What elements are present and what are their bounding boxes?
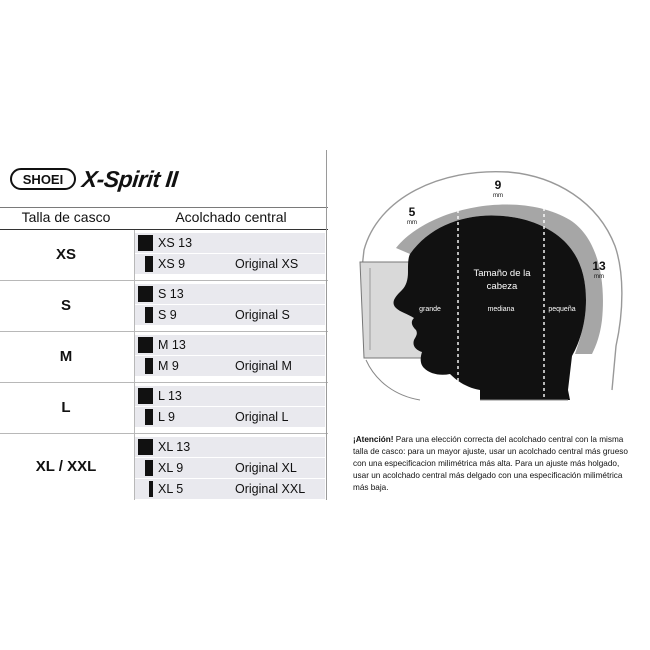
- pad-original: Original XL: [235, 461, 297, 475]
- pad-row: [135, 356, 325, 377]
- pad-name: XS 9: [158, 257, 186, 271]
- size-table: [0, 150, 328, 500]
- pad-row: [135, 284, 325, 305]
- pad-name: XL 9: [158, 461, 184, 475]
- pad-thickness-bar: [138, 439, 153, 455]
- pad-name: XL 5: [158, 482, 184, 496]
- zone-small-label: pequeña: [548, 306, 576, 313]
- size-label: M: [59, 348, 73, 365]
- pad-thickness-bar: [138, 286, 153, 302]
- pad-row: [135, 386, 325, 407]
- size-label: S: [60, 297, 71, 314]
- pad-row: [135, 254, 325, 275]
- model-name: X-Spirit II: [80, 166, 179, 192]
- thickness-top-value: 9: [494, 178, 502, 192]
- pad-name: XS 13: [158, 236, 193, 250]
- fit-note: [353, 434, 635, 494]
- size-row-l: [0, 383, 328, 434]
- pad-thickness-bar: [145, 358, 153, 374]
- pad-thickness-bar: [145, 460, 153, 476]
- pad-thickness-bar: [138, 337, 153, 353]
- note-title: ¡Atención!: [353, 435, 394, 444]
- shoei-logo-text: SHOEI: [22, 172, 64, 187]
- size-label: L: [61, 399, 71, 416]
- pad-original: Original S: [235, 308, 290, 322]
- pad-name: L 9: [158, 410, 175, 424]
- pad-row: [135, 305, 325, 326]
- brand-row: [0, 150, 328, 208]
- zone-medium-label: mediana: [487, 306, 515, 313]
- thickness-front-value: 5: [408, 205, 416, 219]
- pad-name: M 13: [158, 338, 186, 352]
- pad-row: [135, 407, 325, 428]
- column-divider: [326, 150, 327, 500]
- thickness-front-unit: mm: [407, 220, 417, 226]
- thickness-back-unit: mm: [594, 274, 604, 280]
- pad-row: [135, 233, 325, 254]
- pad-original: Original L: [235, 410, 289, 424]
- pad-original: Original XS: [235, 257, 299, 271]
- head-size-label-line1: Tamaño de la: [473, 268, 531, 279]
- size-label: XL / XXL: [35, 458, 97, 475]
- size-label: XS: [55, 246, 76, 263]
- pad-list: [134, 434, 328, 500]
- note-body: Para una elección correcta del acolchado central con la misma talla de casco: para un mayor ajuste, usar un acolchado central más grueso con una especificacion milimétrica más alta. Para un ajuste más holgado, usar un acolchado central más delgado con una especificación milimétrica más baja.: [353, 435, 628, 492]
- pad-thickness-bar: [138, 388, 153, 404]
- thickness-back-value: 13: [592, 259, 606, 273]
- table-header: [0, 207, 328, 230]
- size-row-xl-xxl: [0, 434, 328, 500]
- pad-thickness-bar: [145, 256, 153, 272]
- pad-original: Original M: [235, 359, 292, 373]
- pad-row: [135, 437, 325, 458]
- pad-name: S 9: [158, 308, 177, 322]
- pad-name: S 13: [158, 287, 184, 301]
- shoei-logo: [10, 168, 76, 190]
- size-row-s: [0, 281, 328, 332]
- column-header-size: Talla de casco: [21, 209, 111, 225]
- pad-thickness-bar: [149, 481, 153, 497]
- pad-thickness-bar: [145, 307, 153, 323]
- pad-original: Original XXL: [235, 482, 306, 496]
- column-header-pad: Acolchado central: [175, 209, 287, 225]
- pad-thickness-bar: [145, 409, 153, 425]
- size-row-m: [0, 332, 328, 383]
- pad-list: [134, 383, 328, 433]
- pad-row: [135, 458, 325, 479]
- pad-name: L 13: [158, 389, 182, 403]
- helmet-fit-diagram: [330, 150, 630, 430]
- thickness-top-unit: mm: [493, 193, 503, 199]
- pad-list: [134, 281, 328, 331]
- pad-name: M 9: [158, 359, 179, 373]
- pad-thickness-bar: [138, 235, 153, 251]
- head-size-label-line2: cabeza: [486, 281, 518, 292]
- zone-large-label: grande: [419, 306, 441, 313]
- size-row-xs: [0, 230, 328, 281]
- pad-row: [135, 479, 325, 500]
- pad-row: [135, 335, 325, 356]
- pad-name: XL 13: [158, 440, 191, 454]
- pad-list: [134, 230, 328, 280]
- pad-list: [134, 332, 328, 382]
